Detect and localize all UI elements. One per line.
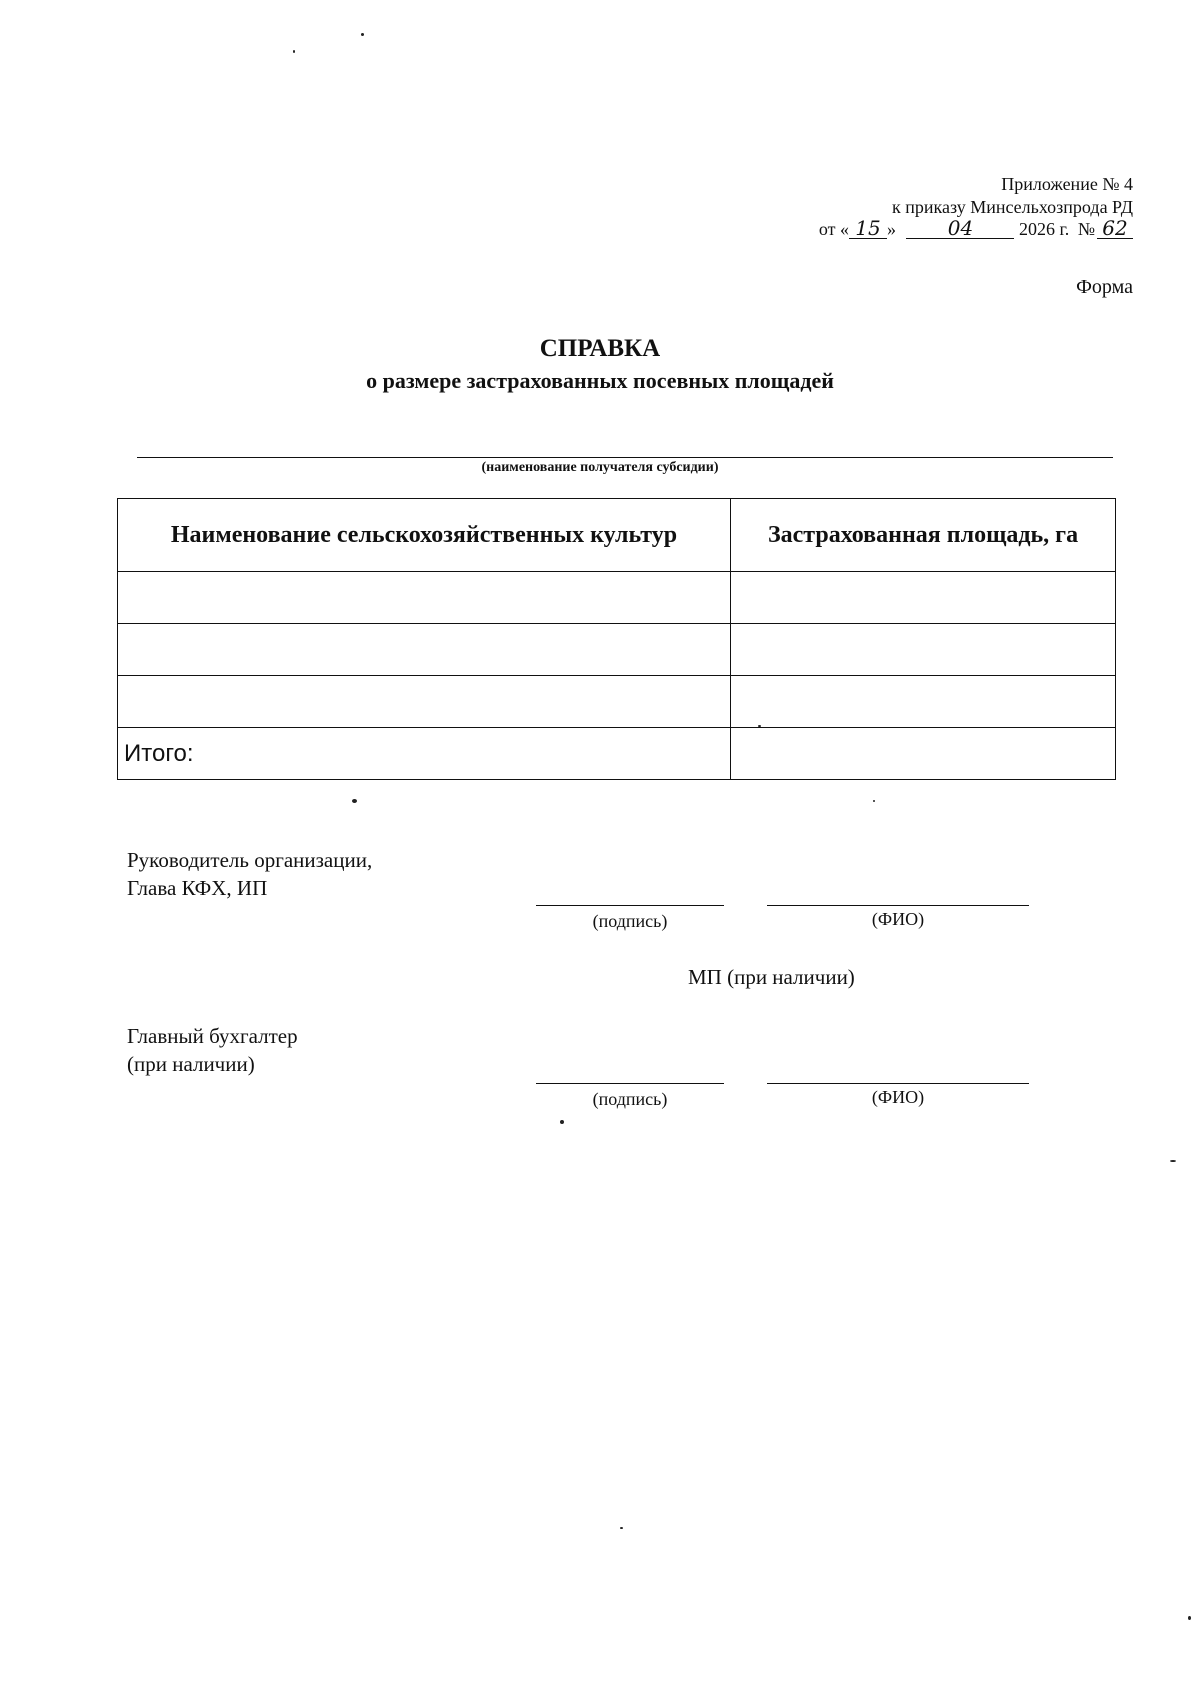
accountant-role-line2: (при наличии): [127, 1052, 255, 1076]
crop-cell[interactable]: [118, 572, 731, 624]
seal-note: МП (при наличии): [688, 965, 855, 989]
insured-areas-table: [117, 498, 1116, 780]
head-role: [127, 846, 372, 902]
order-date-line: [819, 218, 1133, 240]
area-cell[interactable]: [731, 572, 1116, 624]
table-row: [118, 572, 1116, 624]
order-number-label: №: [1077, 219, 1095, 239]
total-label: Итого:: [118, 728, 731, 780]
date-year: 2026 г.: [1018, 219, 1070, 239]
scan-speck: [758, 725, 761, 727]
document-subtitle: о размере застрахованных посевных площадей: [366, 368, 834, 393]
scan-speck: [560, 1120, 564, 1124]
accountant-role: [127, 1022, 298, 1078]
date-day-handwritten: 15: [849, 218, 887, 239]
scan-speck: [620, 1527, 623, 1529]
scan-speck: [352, 799, 357, 803]
head-signature-caption: (подпись): [592, 911, 668, 931]
document-title: СПРАВКА: [539, 335, 661, 362]
scan-speck: [1170, 1160, 1176, 1162]
accountant-signature-caption: (подпись): [592, 1089, 668, 1109]
total-area-cell[interactable]: [731, 728, 1116, 780]
date-month-handwritten: 04: [906, 218, 1014, 239]
scan-speck: [1188, 1616, 1191, 1620]
head-name-line[interactable]: [767, 905, 1029, 906]
crop-cell[interactable]: [118, 676, 731, 728]
head-role-line1: Руководитель организации,: [127, 848, 373, 872]
area-cell[interactable]: [731, 624, 1116, 676]
total-row: [118, 728, 1116, 780]
table-row: [118, 624, 1116, 676]
crop-cell[interactable]: [118, 624, 731, 676]
column-header-crops: Наименование сельскохозяйственных культур: [118, 499, 731, 572]
column-header-area: Застрахованная площадь, га: [731, 499, 1116, 572]
scan-speck: [873, 800, 875, 802]
accountant-role-line1: Главный бухгалтер: [127, 1024, 298, 1048]
accountant-name-caption: (ФИО): [871, 1087, 925, 1107]
appendix-number: Приложение № 4: [1001, 174, 1133, 194]
head-signature-line[interactable]: [536, 905, 724, 906]
scan-speck: [361, 33, 364, 36]
order-reference: к приказу Минсельхозпрода РД: [892, 197, 1133, 217]
order-number-handwritten: 62: [1097, 218, 1133, 239]
table-row: [118, 676, 1116, 728]
date-day-close: »: [886, 219, 896, 239]
accountant-signature-line[interactable]: [536, 1083, 724, 1084]
form-label: Форма: [1076, 276, 1133, 298]
recipient-caption: (наименование получателя субсидии): [481, 460, 719, 475]
scan-speck: [293, 50, 295, 53]
recipient-name-field[interactable]: [137, 457, 1113, 458]
head-name-caption: (ФИО): [871, 909, 925, 929]
accountant-name-line[interactable]: [767, 1083, 1029, 1084]
table-header-row: [118, 499, 1116, 572]
date-prefix: от «: [818, 219, 849, 239]
area-cell[interactable]: [731, 676, 1116, 728]
head-role-line2: Глава КФХ, ИП: [127, 876, 268, 900]
